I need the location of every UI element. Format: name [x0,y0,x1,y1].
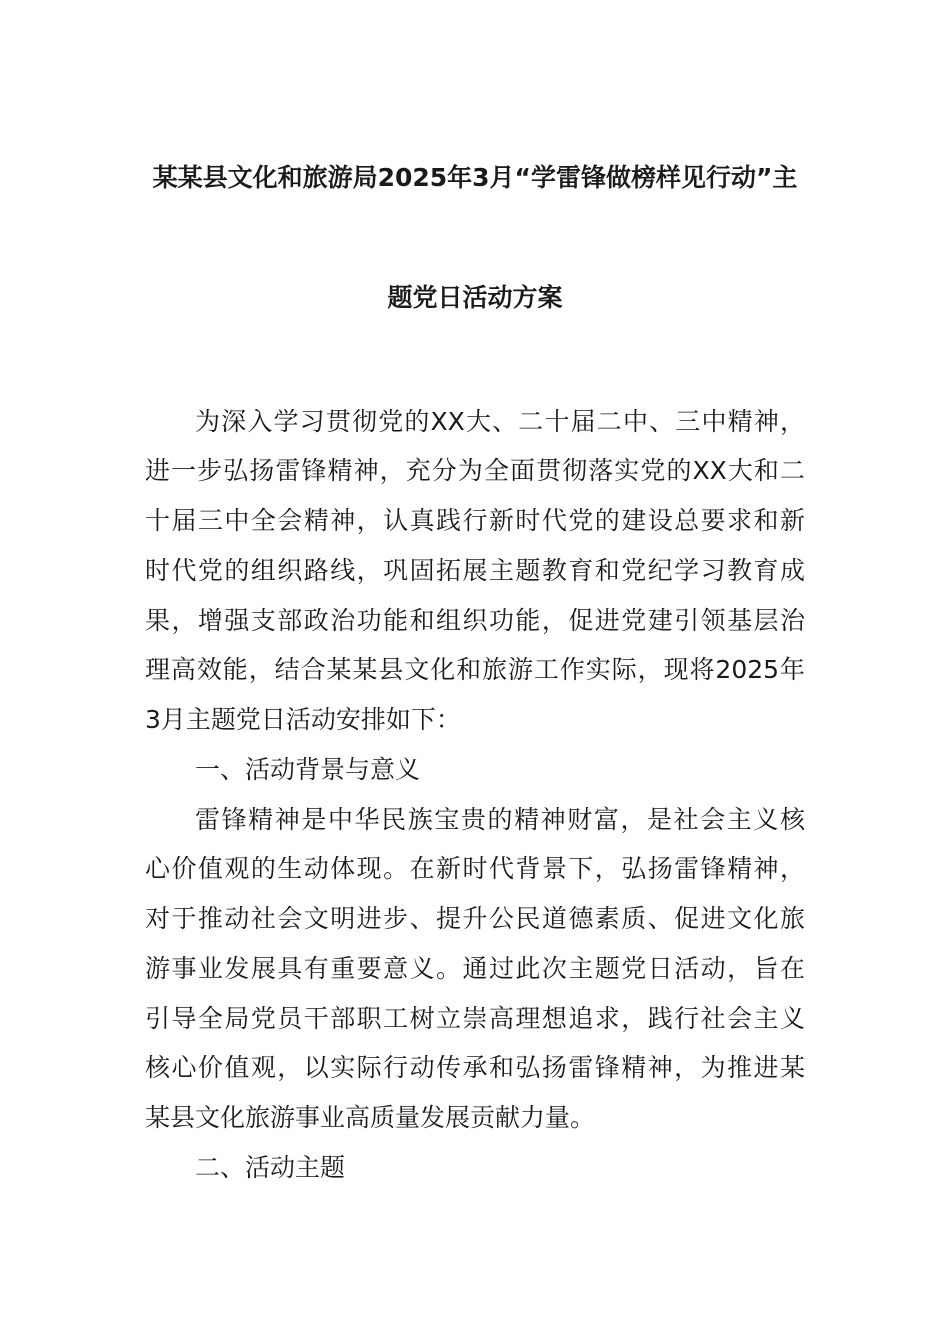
paragraph-2-line: 某县文化旅游事业高质量发展贡献力量。 [145,1103,596,1132]
paragraph-2-line: 引导全局党员干部职工树立崇高理想追求，践行社会主义 [145,1004,805,1033]
paragraph-2-line: 心价值观的生动体现。在新时代背景下，弘扬雷锋精神， [145,854,805,883]
document-title-line-1: 某某县文化和旅游局2025年3月“学雷锋做榜样见行动”主 [152,163,798,192]
paragraph-2-line: 游事业发展具有重要意义。通过此次主题党日活动，旨在 [145,954,805,983]
section-heading-1: 一、活动背景与意义 [195,755,421,784]
paragraph-1-line: 为深入学习贯彻党的XX大、二十届二中、三中精神， [195,407,805,436]
paragraph-1-line: 十届三中全会精神，认真践行新时代党的建设总要求和新 [145,506,805,535]
paragraph-2-line: 雷锋精神是中华民族宝贵的精神财富，是社会主义核 [195,805,805,834]
section-heading-2: 二、活动主题 [195,1153,346,1182]
paragraph-1-line: 3月主题党日活动安排如下： [145,705,461,734]
paragraph-1-line: 时代党的组织路线，巩固拓展主题教育和党纪学习教育成 [145,556,805,585]
paragraph-1-line: 进一步弘扬雷锋精神，充分为全面贯彻落实党的XX大和二 [145,456,805,485]
paragraph-2-line: 核心价值观，以实际行动传承和弘扬雷锋精神，为推进某 [145,1053,805,1082]
paragraph-1-line: 理高效能，结合某某县文化和旅游工作实际，现将2025年 [145,655,805,684]
document-title-line-2: 题党日活动方案 [387,283,563,312]
paragraph-2-line: 对于推动社会文明进步、提升公民道德素质、促进文化旅 [145,904,805,933]
paragraph-1-line: 果，增强支部政治功能和组织功能，促进党建引领基层治 [145,606,805,635]
